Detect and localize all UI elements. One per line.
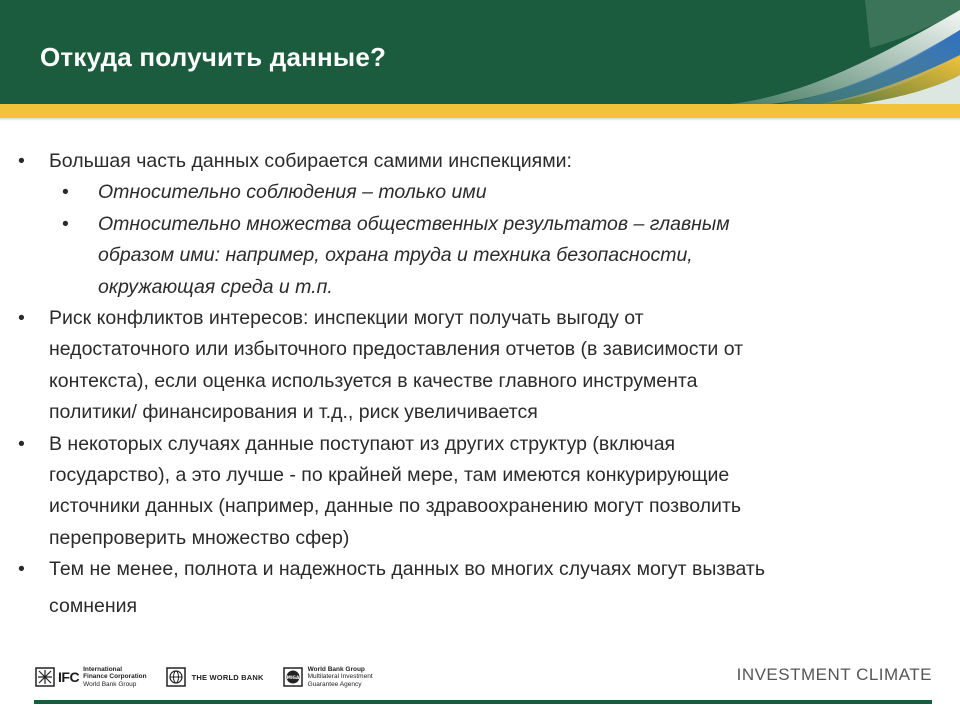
sub-bullet-item (18, 209, 943, 303)
bullet-line: сомнения (49, 594, 138, 617)
ifc-abbr: IFC (58, 669, 80, 685)
bullet-text: Большая часть данных собирается самими инспекциями: (49, 150, 572, 172)
bullet-icon: • (18, 558, 25, 581)
bullet-icon: • (62, 212, 69, 235)
sub-bullet-item (18, 177, 943, 208)
bullet-item (18, 146, 943, 177)
miga-name (308, 666, 373, 689)
miga-line: Multilateral Investment (307, 673, 373, 681)
miga-emblem-icon (282, 666, 304, 688)
ifc-line: International (83, 665, 123, 673)
footer-divider (34, 700, 932, 704)
sub-bullet-text: Относительно соблюдения – только ими (98, 181, 487, 204)
world-bank-logo (165, 666, 264, 688)
header-shadow (0, 118, 960, 121)
miga-logo (282, 666, 373, 689)
investment-climate-brand: INVESTMENT CLIMATE (736, 665, 932, 684)
bullet-line: контекста), если оценка используется в качестве главного инструмента (49, 369, 698, 392)
ifc-name (83, 666, 147, 689)
sub-bullet-line: окружающая среда и т.п. (98, 275, 333, 298)
bullet-line: политики/ финансирования и т.д., риск увеличивается (49, 401, 538, 424)
bullet-icon: • (18, 432, 25, 455)
slide-title: Откуда получить данные? (40, 42, 387, 72)
bullet-icon: • (18, 307, 25, 330)
bullet-item (18, 303, 943, 429)
partner-logos (34, 663, 391, 691)
miga-mark: MIGA (286, 675, 299, 680)
ifc-emblem-icon (34, 666, 56, 688)
globe-icon (165, 666, 187, 688)
sub-bullet-line: Относительно множества общественных результатов – главным (98, 212, 730, 235)
bullet-line: перепроверить множество сфер) (49, 526, 350, 549)
bullet-line: Тем не менее, полнота и надежность данных во многих случаях могут вызвать (49, 558, 765, 581)
miga-line: World Bank Group (307, 665, 365, 673)
ifc-line: Finance Corporation (83, 673, 147, 681)
bullet-item (18, 554, 943, 622)
world-bank-name: THE WORLD BANK (191, 672, 264, 682)
ifc-line: World Bank Group (83, 680, 137, 688)
bullet-line: источники данных (например, данные по здравоохранению могут позволить (49, 495, 742, 518)
header-swoosh-graphic (660, 0, 960, 104)
bullet-icon: • (18, 150, 25, 172)
bullet-list (18, 146, 943, 622)
bullet-line: недостаточного или избыточного предоставления отчетов (в зависимости от (49, 338, 744, 361)
bullet-item (18, 429, 943, 555)
ifc-logo (34, 666, 147, 689)
miga-line: Guarantee Agency (307, 680, 362, 688)
bullet-line: государство), а это лучше - по крайней мере, там имеются конкурирующие (49, 464, 730, 487)
sub-bullet-line: образом ими: например, охрана труда и техника безопасности, (98, 244, 693, 267)
slide-header (0, 0, 960, 104)
header-accent-bar (0, 104, 960, 118)
bullet-line: В некоторых случаях данные поступают из других структур (включая (49, 432, 676, 455)
bullet-line: Риск конфликтов интересов: инспекции могут получать выгоду от (49, 307, 644, 330)
bullet-icon: • (62, 181, 69, 204)
